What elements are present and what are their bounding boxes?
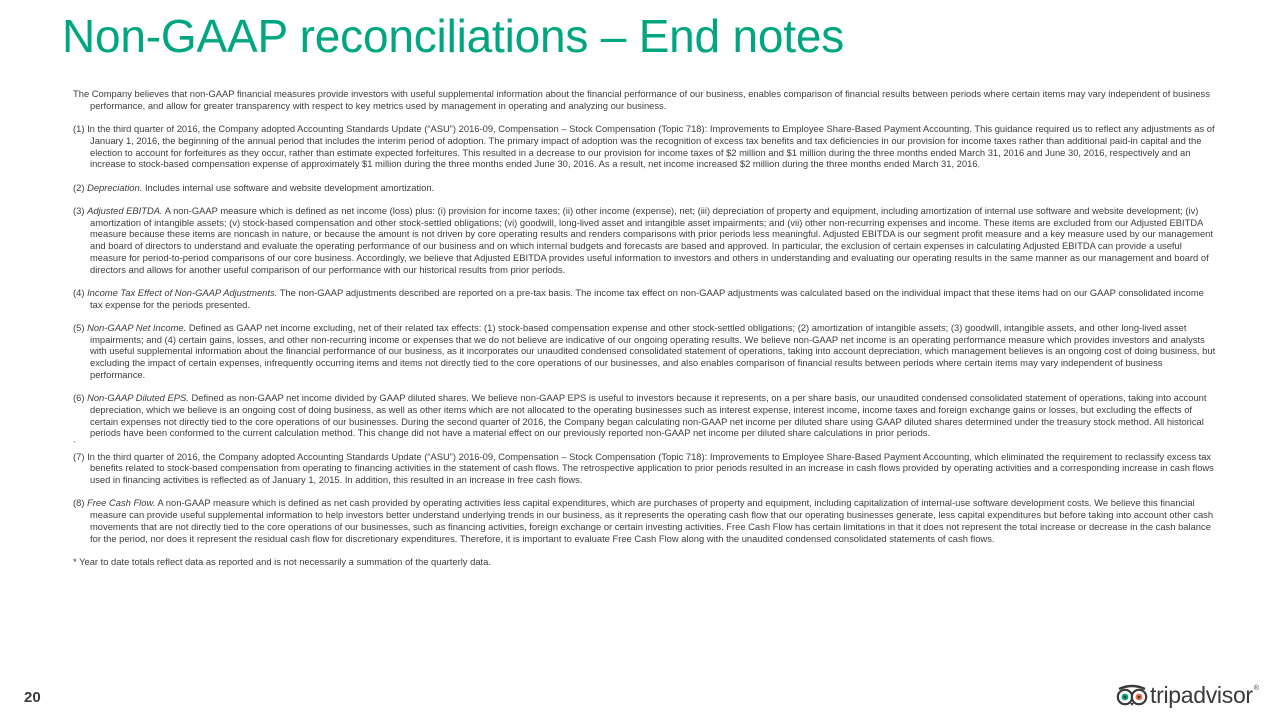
end-note-number: (8) bbox=[73, 497, 85, 509]
end-note-label: Free Cash Flow. bbox=[87, 497, 156, 509]
end-note-text: Defined as non-GAAP net income divided by GAAP diluted shares. We believe non-GAAP EPS is useful to investors because it represents, on a per share basis, our unaudited condensed consolidated statement of operations, taking into account depreciation, which we believe is an ongoing cost of doing business, as well as other items which are not allocated to the operating businesses such as interest expense, interest income, income taxes and foreign exchange gains or losses, but excluding the effects of certain expenses not directly tied to the core operations of our businesses. During the second quarter of 2016, the Company began calculating non-GAAP net income per diluted share using GAAP diluted shares determined under the treasury stock method. All historical periods have been conformed to the current calculation method. This change did not have a material effect on our previously reported non-GAAP net income per diluted share calculations in prior periods. bbox=[90, 392, 1207, 439]
end-note-number: (3) bbox=[73, 204, 85, 216]
end-note-text: In the third quarter of 2016, the Company adopted Accounting Standards Update (“ASU”) 2016-09, Compensation – Stock Compensation (Topic 718): Improvements to Employee Share-Based Payment Accounting, which eliminated the requirement to reclassify excess tax benefits related to stock-based compensation from operating to financing activities in the statement of cash flows. The retrospective application to prior periods resulted in an increase in cash flows provided by operating activities and a corresponding increase in cash flows used in financing activities is reflected as of January 1, 2015. In addition, this resulted in an increase in free cash flows. bbox=[87, 450, 1214, 486]
end-note-text: The non-GAAP adjustments described are reported on a pre-tax basis. The income tax effect on non-GAAP adjustments was calculated based on the individual impact that these items had on our GAAP consolidated income tax expense for the periods presented. bbox=[90, 286, 1204, 310]
end-note-number: (6) bbox=[73, 392, 85, 404]
logo-wordmark: tripadvisor bbox=[1150, 681, 1253, 708]
end-note-5 bbox=[73, 322, 1218, 381]
end-note-text: Includes internal use software and website development amortization. bbox=[144, 181, 435, 193]
stray-mark: ` bbox=[73, 439, 77, 450]
intro-paragraph: The Company believes that non-GAAP financial measures provide investors with useful supplemental information about the financial performance of our business, enables comparison of financial results between periods where certain items may vary independent of business performance, and allow for greater transparency with respect to key metrics used by management in operating and analyzing our business. bbox=[73, 88, 1210, 111]
owl-eyes-icon bbox=[1116, 684, 1148, 706]
page-number: 20 bbox=[24, 689, 41, 706]
end-note-text: A non-GAAP measure which is defined as net income (loss) plus: (i) provision for income taxes; (ii) other income (expense), net; (iii) depreciation of property and equipment, including amortization of internal use software and website development; (iv) amortization of intangible assets; (v) stock-based compensation and other stock-settled obligations; (vi) goodwill, long-lived asset and intangible asset impairments; and (vii) other non-recurring expenses and income. These items are excluded from our Adjusted EBITDA measure because these items are noncash in nature, or because the amount is not driven by core operating results and renders comparisons with prior periods less meaningful. Adjusted EBITDA is our segment profit measure and a key measure used by our management and board of directors to understand and evaluate the operating performance of our business and on which internal budgets and forecasts are based and approved. In particular, the exclusion of certain expenses in calculating Adjusted EBITDA can provide a useful measure for period-to-period comparisons of our core business. Accordingly, we believe that Adjusted EBITDA provides useful information to investors and others in understanding and evaluating our operating results in the same manner as our management and board of directors and allows for another useful comparison of our performance with our historical results from prior periods. bbox=[90, 204, 1213, 275]
end-note-3 bbox=[73, 205, 1218, 275]
end-note-label: Non-GAAP Net Income. bbox=[87, 321, 187, 333]
tripadvisor-logo bbox=[1116, 682, 1259, 708]
end-note-8 bbox=[73, 497, 1218, 544]
end-note-4 bbox=[73, 287, 1218, 310]
end-note-number: (2) bbox=[73, 181, 85, 193]
end-note-label: Adjusted EBITDA. bbox=[87, 204, 163, 216]
end-note-text: Defined as GAAP net income excluding, net of their related tax effects: (1) stock-based compensation expense and other stock-settled obligations; (2) amortization of intangible assets; (3) goodwill, intangible assets, and other long-lived asset impairments; and (4) certain gains, losses, and other non-recurring income or expenses that we do not believe are indicative of our ongoing operating results. We believe non-GAAP net income is an operating performance measure which provides investors and analysts with useful supplemental information about the financial performance of our business, as it incorporates our unaudited condensed consolidated statement of operations, taking into account depreciation, which management believes is an ongoing cost of doing business, but excluding the impact of certain expenses, infrequently occurring items and items not directly tied to the core operations of our businesses, and also enables comparison of financial results between periods where certain items may vary independent of business performance. bbox=[90, 321, 1216, 380]
end-notes-body bbox=[73, 88, 1218, 568]
end-note-label: Depreciation. bbox=[87, 181, 143, 193]
end-note-2 bbox=[73, 182, 1218, 194]
end-note-label: Non-GAAP Diluted EPS. bbox=[87, 392, 189, 404]
end-note-text: In the third quarter of 2016, the Company adopted Accounting Standards Update (“ASU”) 2016-09, Compensation – Stock Compensation (Topic 718): Improvements to Employee Share-Based Payment Accounting. This guidance required us to reflect any adjustments as of January 1, 2016, the beginning of the annual period that includes the interim period of adoption. The primary impact of adoption was the recognition of excess tax benefits and tax deficiencies in our provision for income taxes rather than additional paid-in capital and the election to account for forfeitures as they occur, rather than estimate expected forfeitures. This resulted in a decrease to our provision for income taxes of $2 million and $1 million during the three months ended March 31, 2016 and June 30, 2016, respectively and an increase to stock-based compensation expense of approximately $1 million during the three months ended June 30, 2016. As a result, net income increased $2 million during the three months ended March 31, 2016. bbox=[87, 123, 1215, 170]
end-note-number: (5) bbox=[73, 321, 85, 333]
end-note-1 bbox=[73, 123, 1218, 170]
end-note-label: Income Tax Effect of Non-GAAP Adjustments. bbox=[87, 286, 278, 298]
end-note-number: (4) bbox=[73, 286, 85, 298]
page-title: Non-GAAP reconciliations – End notes bbox=[62, 10, 845, 62]
end-note-7 bbox=[73, 451, 1218, 486]
end-note-6 bbox=[73, 392, 1218, 439]
end-note-text: A non-GAAP measure which is defined as net cash provided by operating activities less capital expenditures, which are purchases of property and equipment, including capitalization of internal-use software development costs. We believe this financial measure can provide useful supplemental information to help investors better understand underlying trends in our business, as it represents the operating cash flow that our operating businesses generate, less capital expenditures but before taking into account other cash movements that are not directly tied to the core operations of our businesses, such as financing activities, foreign exchange or certain investing activities. Free Cash Flow has certain limitations in that it does not represent the total increase or decrease in the cash balance for the period, nor does it represent the residual cash flow for discretionary expenditures. Therefore, it is important to evaluate Free Cash Flow along with the unaudited condensed consolidated statements of cash flows. bbox=[90, 497, 1214, 544]
end-note-number: (7) bbox=[73, 450, 85, 462]
registered-mark: ® bbox=[1253, 685, 1259, 692]
end-note-number: (1) bbox=[73, 123, 85, 135]
footnote: * Year to date totals reflect data as reported and is not necessarily a summation of the quarterly data. bbox=[73, 555, 491, 567]
